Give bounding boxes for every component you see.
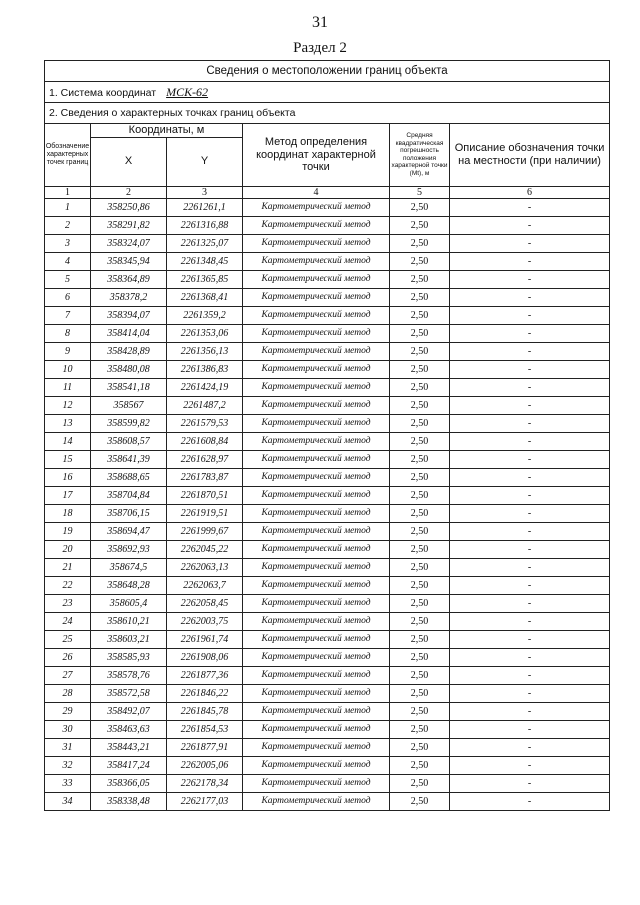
point-number-cell: 13 <box>45 414 91 432</box>
accuracy-cell: 2,50 <box>390 612 450 630</box>
method-cell: Картометрический метод <box>243 684 390 702</box>
coord-x-cell: 358674,5 <box>91 558 167 576</box>
method-cell: Картометрический метод <box>243 198 390 216</box>
table-title: Сведения о местоположении границ объекта <box>45 61 610 82</box>
point-number-cell: 22 <box>45 576 91 594</box>
accuracy-cell: 2,50 <box>390 306 450 324</box>
coord-x-cell: 358378,2 <box>91 288 167 306</box>
point-number-cell: 7 <box>45 306 91 324</box>
table-row <box>45 396 610 414</box>
point-number-cell: 14 <box>45 432 91 450</box>
table-row <box>45 702 610 720</box>
coord-system-row <box>45 82 610 103</box>
accuracy-cell: 2,50 <box>390 414 450 432</box>
coord-x-cell: 358463,63 <box>91 720 167 738</box>
accuracy-cell: 2,50 <box>390 396 450 414</box>
method-cell: Картометрический метод <box>243 594 390 612</box>
accuracy-cell: 2,50 <box>390 774 450 792</box>
description-cell: - <box>450 342 610 360</box>
accuracy-cell: 2,50 <box>390 252 450 270</box>
point-number-cell: 31 <box>45 738 91 756</box>
method-cell: Картометрический метод <box>243 792 390 810</box>
column-number: 3 <box>167 186 243 198</box>
coord-x-cell: 358578,76 <box>91 666 167 684</box>
coord-y-cell: 2261386,83 <box>167 360 243 378</box>
point-number-cell: 30 <box>45 720 91 738</box>
coord-x-cell: 358641,39 <box>91 450 167 468</box>
description-cell: - <box>450 216 610 234</box>
description-cell: - <box>450 630 610 648</box>
point-number-cell: 17 <box>45 486 91 504</box>
coord-y-cell: 2261854,53 <box>167 720 243 738</box>
table-row <box>45 666 610 684</box>
coord-y-cell: 2261608,84 <box>167 432 243 450</box>
table-row <box>45 360 610 378</box>
coord-y-cell: 2261846,22 <box>167 684 243 702</box>
coord-y-cell: 2261261,1 <box>167 198 243 216</box>
accuracy-cell: 2,50 <box>390 360 450 378</box>
column-number: 5 <box>390 186 450 198</box>
method-cell: Картометрический метод <box>243 306 390 324</box>
coord-system-label: 1. Система координат <box>49 86 157 99</box>
description-cell: - <box>450 504 610 522</box>
point-number-cell: 18 <box>45 504 91 522</box>
description-cell: - <box>450 774 610 792</box>
method-cell: Картометрический метод <box>243 288 390 306</box>
coord-x-cell: 358364,89 <box>91 270 167 288</box>
method-cell: Картометрический метод <box>243 540 390 558</box>
coord-y-cell: 2262063,7 <box>167 576 243 594</box>
point-number-cell: 24 <box>45 612 91 630</box>
coord-y-cell: 2261356,13 <box>167 342 243 360</box>
table-row <box>45 738 610 756</box>
description-cell: - <box>450 666 610 684</box>
method-cell: Картометрический метод <box>243 342 390 360</box>
accuracy-cell: 2,50 <box>390 432 450 450</box>
accuracy-cell: 2,50 <box>390 324 450 342</box>
coord-y-cell: 2261783,87 <box>167 468 243 486</box>
accuracy-cell: 2,50 <box>390 792 450 810</box>
accuracy-cell: 2,50 <box>390 486 450 504</box>
point-number-cell: 25 <box>45 630 91 648</box>
header-coordinates: Координаты, м <box>91 124 243 138</box>
page-number: 31 <box>312 14 328 31</box>
coord-x-cell: 358610,21 <box>91 612 167 630</box>
description-cell: - <box>450 594 610 612</box>
coord-x-cell: 358250,86 <box>91 198 167 216</box>
point-number-cell: 20 <box>45 540 91 558</box>
description-cell: - <box>450 648 610 666</box>
coord-y-cell: 2261487,2 <box>167 396 243 414</box>
coord-x-cell: 358541,18 <box>91 378 167 396</box>
header-x: X <box>91 137 167 186</box>
coord-y-cell: 2261424,19 <box>167 378 243 396</box>
method-cell: Картометрический метод <box>243 756 390 774</box>
coord-x-cell: 358345,94 <box>91 252 167 270</box>
accuracy-cell: 2,50 <box>390 504 450 522</box>
coord-y-cell: 2262178,34 <box>167 774 243 792</box>
accuracy-cell: 2,50 <box>390 756 450 774</box>
description-cell: - <box>450 684 610 702</box>
point-number-cell: 29 <box>45 702 91 720</box>
table-row <box>45 198 610 216</box>
header-point: Обозначение характерных точек границ <box>45 124 91 187</box>
table-row <box>45 216 610 234</box>
method-cell: Картометрический метод <box>243 648 390 666</box>
coord-y-cell: 2261870,51 <box>167 486 243 504</box>
description-cell: - <box>450 792 610 810</box>
description-cell: - <box>450 198 610 216</box>
coord-y-cell: 2261908,06 <box>167 648 243 666</box>
coord-x-cell: 358414,04 <box>91 324 167 342</box>
table-row <box>45 342 610 360</box>
accuracy-cell: 2,50 <box>390 720 450 738</box>
column-number: 2 <box>91 186 167 198</box>
coord-x-cell: 358291,82 <box>91 216 167 234</box>
point-number-cell: 23 <box>45 594 91 612</box>
description-cell: - <box>450 558 610 576</box>
coord-x-cell: 358366,05 <box>91 774 167 792</box>
point-number-cell: 19 <box>45 522 91 540</box>
coord-y-cell: 2262177,03 <box>167 792 243 810</box>
coord-x-cell: 358417,24 <box>91 756 167 774</box>
table-row <box>45 720 610 738</box>
description-cell: - <box>450 612 610 630</box>
coord-x-cell: 358603,21 <box>91 630 167 648</box>
header-y: Y <box>167 137 243 186</box>
description-cell: - <box>450 396 610 414</box>
table-row <box>45 522 610 540</box>
method-cell: Картометрический метод <box>243 396 390 414</box>
header-accuracy: Средняя квадратическая погрешность положения характерной точки (Mt), м <box>390 124 450 187</box>
description-cell: - <box>450 522 610 540</box>
accuracy-cell: 2,50 <box>390 684 450 702</box>
method-cell: Картометрический метод <box>243 576 390 594</box>
coord-y-cell: 2261919,51 <box>167 504 243 522</box>
point-number-cell: 27 <box>45 666 91 684</box>
table-row <box>45 432 610 450</box>
table-row <box>45 486 610 504</box>
description-cell: - <box>450 234 610 252</box>
method-cell: Картометрический метод <box>243 468 390 486</box>
table-row <box>45 450 610 468</box>
point-number-cell: 1 <box>45 198 91 216</box>
description-cell: - <box>450 756 610 774</box>
table-row <box>45 234 610 252</box>
point-number-cell: 34 <box>45 792 91 810</box>
table-row <box>45 648 610 666</box>
coord-y-cell: 2262005,06 <box>167 756 243 774</box>
description-cell: - <box>450 324 610 342</box>
accuracy-cell: 2,50 <box>390 450 450 468</box>
method-cell: Картометрический метод <box>243 234 390 252</box>
accuracy-cell: 2,50 <box>390 198 450 216</box>
coord-y-cell: 2262058,45 <box>167 594 243 612</box>
accuracy-cell: 2,50 <box>390 648 450 666</box>
coord-x-cell: 358605,4 <box>91 594 167 612</box>
coord-y-cell: 2261628,97 <box>167 450 243 468</box>
table-row <box>45 756 610 774</box>
coord-x-cell: 358694,47 <box>91 522 167 540</box>
accuracy-cell: 2,50 <box>390 540 450 558</box>
accuracy-cell: 2,50 <box>390 666 450 684</box>
method-cell: Картометрический метод <box>243 216 390 234</box>
method-cell: Картометрический метод <box>243 414 390 432</box>
method-cell: Картометрический метод <box>243 630 390 648</box>
description-cell: - <box>450 738 610 756</box>
table-row <box>45 306 610 324</box>
coord-y-cell: 2261368,41 <box>167 288 243 306</box>
header-method: Метод определения координат характерной точки <box>243 124 390 187</box>
table-row <box>45 324 610 342</box>
table-row <box>45 594 610 612</box>
description-cell: - <box>450 378 610 396</box>
description-cell: - <box>450 270 610 288</box>
table-row <box>45 378 610 396</box>
accuracy-cell: 2,50 <box>390 576 450 594</box>
coord-system-value: МСК-62 <box>166 84 209 99</box>
description-cell: - <box>450 252 610 270</box>
table-row <box>45 612 610 630</box>
point-number-cell: 4 <box>45 252 91 270</box>
coord-x-cell: 358704,84 <box>91 486 167 504</box>
description-cell: - <box>450 576 610 594</box>
method-cell: Картометрический метод <box>243 432 390 450</box>
coord-x-cell: 358324,07 <box>91 234 167 252</box>
table-row <box>45 774 610 792</box>
method-cell: Картометрический метод <box>243 270 390 288</box>
coord-y-cell: 2261845,78 <box>167 702 243 720</box>
point-number-cell: 9 <box>45 342 91 360</box>
points-heading: 2. Сведения о характерных точках границ объекта <box>45 103 610 124</box>
method-cell: Картометрический метод <box>243 720 390 738</box>
point-number-cell: 16 <box>45 468 91 486</box>
coord-y-cell: 2261877,36 <box>167 666 243 684</box>
section-title: Раздел 2 <box>293 40 347 56</box>
coord-x-cell: 358428,89 <box>91 342 167 360</box>
coord-y-cell: 2261961,74 <box>167 630 243 648</box>
accuracy-cell: 2,50 <box>390 270 450 288</box>
point-number-cell: 32 <box>45 756 91 774</box>
point-number-cell: 6 <box>45 288 91 306</box>
coord-x-cell: 358443,21 <box>91 738 167 756</box>
coord-y-cell: 2261348,45 <box>167 252 243 270</box>
table-row <box>45 468 610 486</box>
method-cell: Картометрический метод <box>243 666 390 684</box>
table-row <box>45 558 610 576</box>
description-cell: - <box>450 450 610 468</box>
table-row <box>45 792 610 810</box>
description-cell: - <box>450 288 610 306</box>
point-number-cell: 28 <box>45 684 91 702</box>
point-number-cell: 2 <box>45 216 91 234</box>
accuracy-cell: 2,50 <box>390 630 450 648</box>
table-row <box>45 540 610 558</box>
coord-y-cell: 2262003,75 <box>167 612 243 630</box>
accuracy-cell: 2,50 <box>390 738 450 756</box>
accuracy-cell: 2,50 <box>390 702 450 720</box>
accuracy-cell: 2,50 <box>390 522 450 540</box>
coord-x-cell: 358567 <box>91 396 167 414</box>
coord-y-cell: 2262063,13 <box>167 558 243 576</box>
table-row <box>45 504 610 522</box>
point-number-cell: 33 <box>45 774 91 792</box>
coord-x-cell: 358648,28 <box>91 576 167 594</box>
method-cell: Картометрический метод <box>243 486 390 504</box>
coord-x-cell: 358480,08 <box>91 360 167 378</box>
method-cell: Картометрический метод <box>243 252 390 270</box>
column-number: 4 <box>243 186 390 198</box>
method-cell: Картометрический метод <box>243 324 390 342</box>
coord-x-cell: 358338,48 <box>91 792 167 810</box>
description-cell: - <box>450 486 610 504</box>
table-row <box>45 270 610 288</box>
method-cell: Картометрический метод <box>243 558 390 576</box>
coord-y-cell: 2261353,06 <box>167 324 243 342</box>
coord-x-cell: 358572,58 <box>91 684 167 702</box>
method-cell: Картометрический метод <box>243 612 390 630</box>
method-cell: Картометрический метод <box>243 702 390 720</box>
accuracy-cell: 2,50 <box>390 378 450 396</box>
accuracy-cell: 2,50 <box>390 342 450 360</box>
point-number-cell: 8 <box>45 324 91 342</box>
description-cell: - <box>450 540 610 558</box>
accuracy-cell: 2,50 <box>390 216 450 234</box>
point-number-cell: 10 <box>45 360 91 378</box>
description-cell: - <box>450 468 610 486</box>
column-numbers-row <box>45 186 610 198</box>
coord-x-cell: 358688,65 <box>91 468 167 486</box>
point-number-cell: 5 <box>45 270 91 288</box>
coord-y-cell: 2261365,85 <box>167 270 243 288</box>
table-row <box>45 630 610 648</box>
header-description: Описание обозначения точки на местности (при наличии) <box>450 124 610 187</box>
coord-y-cell: 2261999,67 <box>167 522 243 540</box>
accuracy-cell: 2,50 <box>390 468 450 486</box>
method-cell: Картометрический метод <box>243 450 390 468</box>
coord-x-cell: 358692,93 <box>91 540 167 558</box>
method-cell: Картометрический метод <box>243 504 390 522</box>
point-number-cell: 11 <box>45 378 91 396</box>
method-cell: Картометрический метод <box>243 360 390 378</box>
accuracy-cell: 2,50 <box>390 594 450 612</box>
table-row <box>45 252 610 270</box>
method-cell: Картометрический метод <box>243 774 390 792</box>
table-row <box>45 288 610 306</box>
description-cell: - <box>450 414 610 432</box>
description-cell: - <box>450 360 610 378</box>
accuracy-cell: 2,50 <box>390 558 450 576</box>
method-cell: Картометрический метод <box>243 522 390 540</box>
coord-y-cell: 2261579,53 <box>167 414 243 432</box>
point-number-cell: 12 <box>45 396 91 414</box>
accuracy-cell: 2,50 <box>390 234 450 252</box>
description-cell: - <box>450 702 610 720</box>
coord-y-cell: 2261877,91 <box>167 738 243 756</box>
table-row <box>45 576 610 594</box>
coord-x-cell: 358706,15 <box>91 504 167 522</box>
accuracy-cell: 2,50 <box>390 288 450 306</box>
coord-x-cell: 358394,07 <box>91 306 167 324</box>
coord-y-cell: 2261359,2 <box>167 306 243 324</box>
point-number-cell: 3 <box>45 234 91 252</box>
coord-x-cell: 358599,82 <box>91 414 167 432</box>
method-cell: Картометрический метод <box>243 378 390 396</box>
point-number-cell: 15 <box>45 450 91 468</box>
description-cell: - <box>450 432 610 450</box>
coord-x-cell: 358492,07 <box>91 702 167 720</box>
coord-y-cell: 2262045,22 <box>167 540 243 558</box>
method-cell: Картометрический метод <box>243 738 390 756</box>
column-number: 6 <box>450 186 610 198</box>
coord-y-cell: 2261316,88 <box>167 216 243 234</box>
table-row <box>45 414 610 432</box>
point-number-cell: 21 <box>45 558 91 576</box>
point-number-cell: 26 <box>45 648 91 666</box>
boundary-table <box>44 60 610 811</box>
coord-y-cell: 2261325,07 <box>167 234 243 252</box>
column-number: 1 <box>45 186 91 198</box>
table-row <box>45 684 610 702</box>
description-cell: - <box>450 720 610 738</box>
coord-x-cell: 358608,57 <box>91 432 167 450</box>
description-cell: - <box>450 306 610 324</box>
coord-x-cell: 358585,93 <box>91 648 167 666</box>
